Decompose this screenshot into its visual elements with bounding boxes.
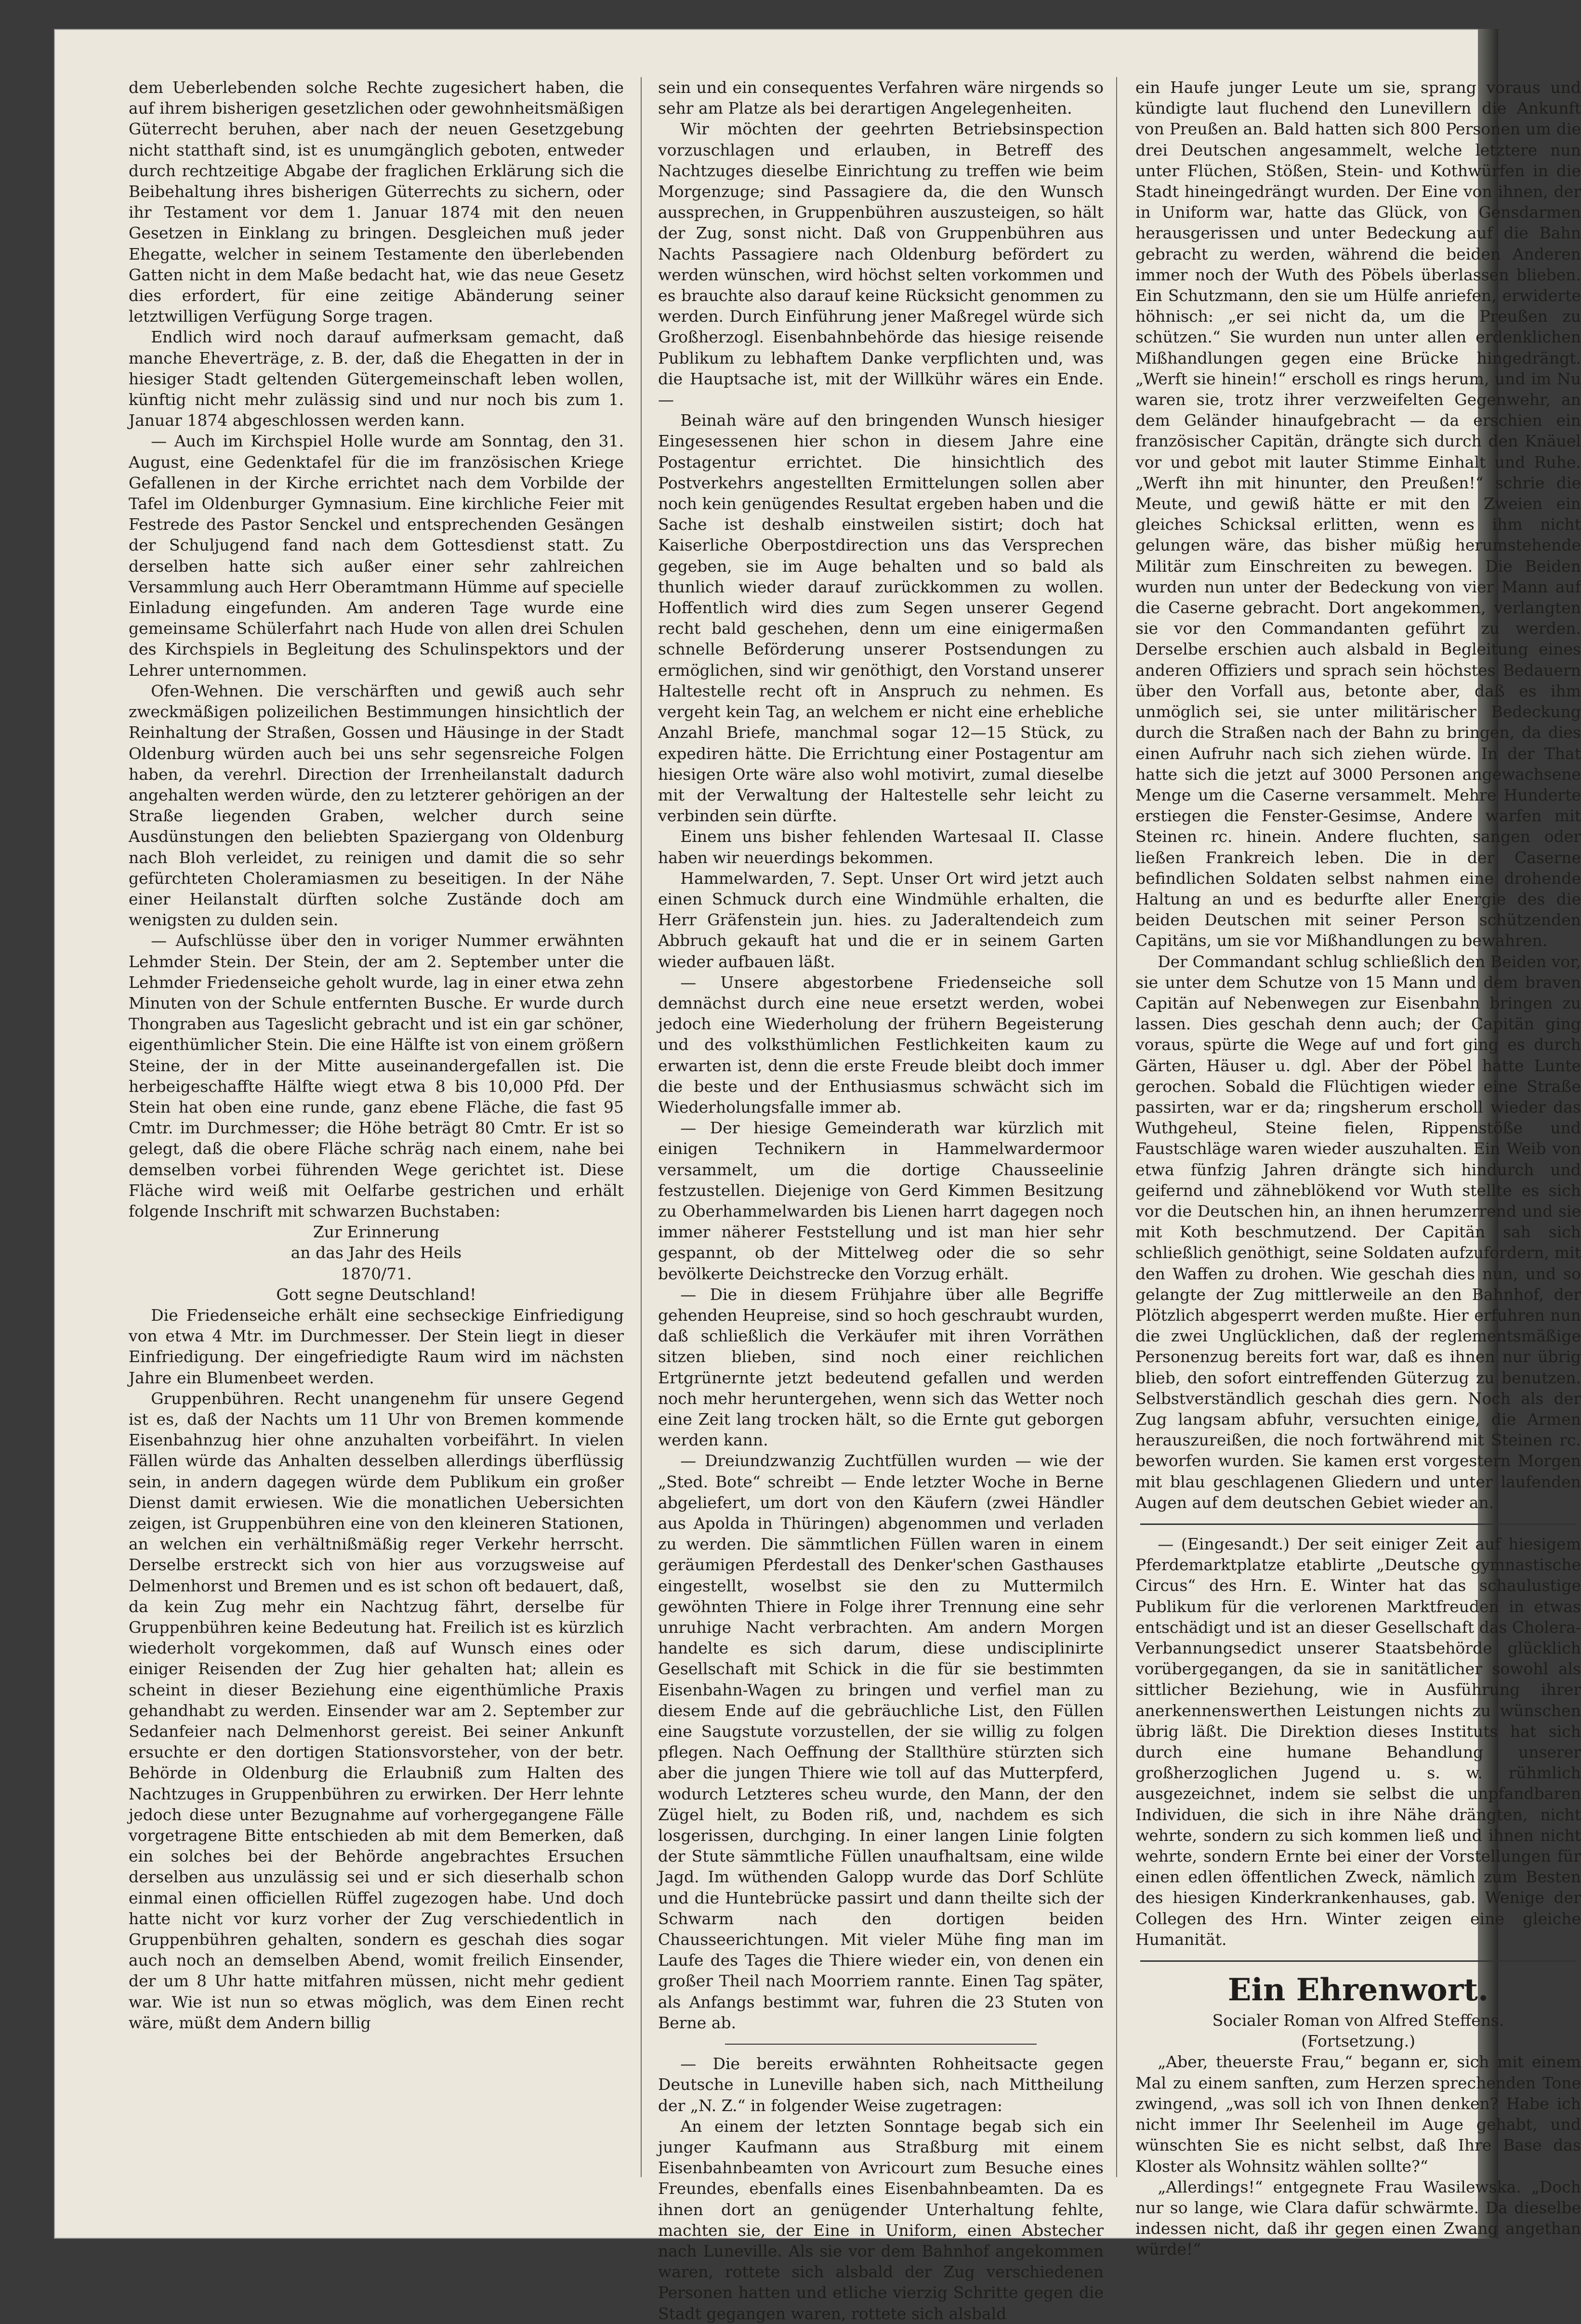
novel-paragraph: „Allerdings!“ entgegnete Frau Wasilewska. „Doch nur so lange, wie Clara dafür schwärmte. Da dieselbe indessen nicht, daß ihr gegen einen Zwang angethan würde!“ xyxy=(1135,2177,1581,2259)
section-separator xyxy=(1140,1523,1576,1525)
article-paragraph: — Unsere abgestorbene Friedenseiche soll demnächst durch eine neue ersetzt werden, wobei jedoch eine Wiederholung der frühern Begeisterung und des volksthümlichen Festlichkeiten kaum zu erwarten ist, denn die erste Freude bleibt doch immer die beste und der Enthusiasmus schwächt sich im Wiederholungsfalle immer ab. xyxy=(658,972,1104,1116)
article-paragraph: Einem uns bisher fehlenden Wartesaal II. Classe haben wir neuerdings bekommen. xyxy=(658,827,1104,867)
section-separator xyxy=(725,2044,1037,2045)
article-paragraph: Wir möchten der geehrten Betriebsinspection vorzuschlagen und erlauben, in Betreff des Nachtzuges dieselbe Einrichtung zu treffen wie beim Morgenzuge; sind Passagiere da, die den Wunsch aussprechen, in Gruppenbühren auszusteigen, so hält der Zug, sonst nicht. Daß von Gruppenbühren aus Nachts Passagiere nach Oldenburg befördert zu werden wünschen, wird höchst selten vorkommen und es brauchte also darauf keine Rücksicht genommen zu werden. Durch Einführung jener Maßregel würde sich Großherzogl. Eisenbahnbehörde das hiesige reisende Publikum zu lebhaftem Danke verpflichten und, was die Hauptsache ist, mit der Willkühr wäres ein Ende. — xyxy=(658,119,1104,409)
article-paragraph: Beinah wäre auf den bringenden Wunsch hiesiger Eingesessenen hier schon in diesem Jahre eine Postagentur errichtet. Die hinsichtlich des Postverkehrs angestellten Ermittelungen sollen aber noch kein genügendes Resultat ergeben haben und die Sache ist deshalb einstweilen sistirt; doch hat Kaiserliche Oberpostdirection uns das Versprechen gegeben, sie im Auge behalten und so bald als thunlich wieder darauf zurückkommen zu wollen. Hoffentlich wird dies zum Segen unserer Gegend recht bald geschehen, denn um eine einigermaßen schnelle Beförderung unserer Postsendungen zu ermöglichen, sind wir genöthigt, den Vorstand unserer Haltestelle recht oft in Anspruch zu nehmen. Es vergeht kein Tag, an welchem er nicht eine erhebliche Anzahl Briefe, manchmal sogar 12—15 Stück, zu expediren hätte. Die Errichtung einer Postagentur am hiesigen Orte wäre also wohl motivirt, zumal dieselbe mit der Verwaltung der Haltestelle sehr leicht zu verbinden sein dürfte. xyxy=(658,411,1104,826)
column-3 xyxy=(1135,77,1581,2260)
article-zuchtfuellen: — Dreiundzwanzig Zuchtfüllen wurden — wie der „Sted. Bote“ schreibt — Ende letzter Woche in Berne abgeliefert, um dort von den Käufern (zwei Händler aus Apolda in Thüringen) abgenommen und verladen zu werden. Die sämmtlichen Füllen waren in einem geräumigen Pferdestall des Denker'schen Gasthauses eingestellt, woselbst sie den zu Muttermilch gewöhnten Thiere in Folge ihrer Trennung eine sehr unruhige Nacht verbrachten. Am andern Morgen handelte es sich darum, diese undisciplinirte Gesellschaft mit Schick in die für sie bestimmten Eisenbahn-Wagen zu bringen und verfiel man zu diesem Ende auf die gebräuchliche List, den Füllen eine Saugstute vorzustellen, der sie willig zu folgen pflegen. Nach Oeffnung der Stallthüre stürzten sich aber die jungen Thiere wie toll auf das Mutterpferd, wodurch Letzteres scheu wurde, den Mann, der den Zügel hielt, zu Boden riß, und, nachdem es sich losgerissen, durchging. In einer langen Linie folgten der Stute sämmtliche Füllen unaufhaltsam, eine wilde Jagd. Im wüthenden Galopp wurde das Dorf Schlüte und die Huntebrücke passirt und dann theilte sich der Schwarm nach den dortigen beiden Chausseerichtungen. Mit vieler Mühe fing man im Laufe des Tages die Thiere wieder ein, von denen ein großer Theil nach Moorriem rannte. Einen Tag später, als Anfangs bestimmt war, fuhren die 23 Stuten von Berne ab. xyxy=(658,1451,1104,2032)
column-2 xyxy=(658,77,1104,2324)
article-eingesandt: — (Eingesandt.) Der seit einiger Zeit auf hiesigem Pferdemarktplatze etablirte „Deutsche gymnastische Circus“ des Hrn. E. Winter hat das schaulustige Publikum für die verlorenen Marktfreuden in etwas entschädigt und ist an dieser Gesellschaft das Cholera-Verbannungsedict unserer Staatsbehörde glücklich vorübergegangen, da sie in sanitätlicher sowohl als sittlicher Beziehung, wie in Ausführung ihrer anerkennenswerthen Leistungen nichts zu wünschen übrig läßt. Die Direktion dieses Instituts hat sich durch eine humane Behandlung unserer großherzoglichen Jugend u. s. w. rühmlich ausgezeichnet, indem sie selbst die unpfandbaren Individuen, die sich in ihre Nähe drängten, nicht wehrte, sondern zu sich kommen ließ und ihnen nicht wehrte, sondern Ernte bei einer der Vorstellungen für einen edlen öffentlichen Zweck, nämlich zum Besten des hiesigen Kinderkrankenhauses, gab. Wenige der Collegen des Hrn. Winter zeigen eine gleiche Humanität. xyxy=(1135,1535,1581,1949)
novel-subtitle: Socialer Roman von Alfred Steffens. xyxy=(1212,2011,1504,2030)
column-rule-1 xyxy=(641,77,642,2177)
inscription-line: Gott segne Deutschland! xyxy=(276,1285,476,1304)
inscription-line: Zur Erinnerung xyxy=(313,1222,440,1242)
article-paragraph: An einem der letzten Sonntage begab sich ein junger Kaufmann aus Straßburg mit einem Eisenbahnbeamten von Avricourt zum Besuche eines Freundes, ebenfalls eines Eisenbahnbeamten. Da es ihnen dort an genügender Unterhaltung fehlte, machten sie, der Eine in Uniform, einen Abstecher nach Luneville. Als sie vor dem Bahnhof angekommen waren, rottete sich alsbald der Zug verschiedenen Personen hatten und etliche vierzig Schritte gegen die Stadt gegangen waren, rottete sich alsbald xyxy=(658,2116,1104,2323)
article-paragraph: ein Haufe junger Leute um sie, sprang voraus und kündigte laut fluchend den Lunevillern die Ankunft von Preußen an. Bald hatten sich 800 Personen um die drei Deutschen angesammelt, welche letztere nun unter Flüchen, Stößen, Stein- und Kothwürfen in die Stadt hineingedrängt wurden. Der Eine von ihnen, der in Uniform war, hatte das Glück, von Gensdarmen herausgerissen und unter Bedeckung auf die Bahn gebracht zu werden, während die beiden Anderen immer noch der Wuth des Pöbels überlassen blieben. Ein Schutzmann, den sie um Hülfe anriefen, erwiderte höhnisch: „er sei nicht da, um die Preußen zu schützen.“ Sie wurden nun unter allen erdenklichen Mißhandlungen gegen eine Brücke hingedrängt. „Werft sie hinein!“ erscholl es rings herum, und im Nu waren sie, trotz ihrer verzweifelten Gegenwehr, an dem Geländer hinaufgebracht — da erschien ein französischer Capitän, drängte sich durch den Knäuel vor und gebot mit lauter Stimme Einhalt und Ruhe. „Werft ihn mit hinunter, den Preußen!“ schrie die Meute, und gewiß hätte er mit den Zweien ein gleiches Schicksal erlitten, wenn es ihm nicht gelungen wäre, das bisher müßig herumstehende Militär zum Einschreiten zu bewegen. Die Beiden wurden nun unter der Bedeckung von vier Mann auf die Caserne gebracht. Dort angekommen, verlangten sie vor den Commandanten geführt zu werden. Derselbe erschien auch alsbald in Begleitung eines anderen Offiziers und sprach sein höchstes Bedauern über den Vorfall aus, betonte aber, daß es ihm unmöglich sei, sie unter militärischer Bedeckung durch die Straßen nach der Bahn zu bringen, da dies einen Aufruhr nach sich ziehen würde. In der That hatte sich die jetzt auf 3000 Personen angewachsene Menge um die Caserne versammelt. Mehre Hunderte erstiegen die Fenster-Gesimse, Andere warfen mit Steinen rc. hinein. Andere fluchten, sangen oder ließen Frankreich leben. Die in der Caserne befindlichen Soldaten selbst nahmen eine drohende Haltung an und es bedurfte aller Energie des die beiden Deutschen mit seiner Person schützenden Capitäns, um sie vor Mißhandlungen zu bewahren. xyxy=(1135,78,1581,950)
newspaper-page xyxy=(54,29,1581,2323)
article-paragraph: Die Friedenseiche erhält eine sechseckige Einfriedigung von etwa 4 Mtr. im Durchmesser. Der Stein liegt in dieser Einfriedigung. Der eingefriedigte Raum wird im nächsten Jahre ein Blumenbeet werden. xyxy=(129,1305,624,1387)
article-paragraph: Endlich wird noch darauf aufmerksam gemacht, daß manche Eheverträge, z. B. der, daß die Ehegatten in der in hiesiger Stadt geltenden Gütergemeinschaft leben wollen, künftig nicht mehr zulässig sind und nur noch bis zum 1. Januar 1874 abgeschlossen werden kann. xyxy=(129,328,624,430)
inscription-line: an das Jahr des Heils xyxy=(290,1243,462,1262)
column-1 xyxy=(129,77,624,2033)
article-paragraph: — Der hiesige Gemeinderath war kürzlich mit einigen Technikern in Hammelwardermoor versammelt, um die dortige Chausseelinie festzustellen. Diejenige von Gerd Kimmen Besitzung zu Oberhammelwarden bis Lienen harrt dagegen noch immer näherer Feststellung und ist man hier sehr gespannt, ob der Mittelweg oder die so sehr bevölkerte Deichstrecke den Vorzug erhält. xyxy=(658,1118,1104,1283)
feuilleton-separator xyxy=(1140,1960,1576,1962)
article-holle: — Auch im Kirchspiel Holle wurde am Sonntag, den 31. August, eine Gedenktafel für die im französischen Kriege Gefallenen in der Kirche errichtet nach dem Vorbilde der Tafel im Oldenburger Gymnasium. Eine kirchliche Feier mit Festrede des Pastor Senckel und entsprechenden Gesängen der Schuljugend fand nach dem Gottesdienst statt. Zu derselben hatte sich außer einer sehr zahlreichen Versammlung auch Herr Oberamtmann Hümme auf specielle Einladung eingefunden. Am anderen Tage wurde eine gemeinsame Schülerfahrt nach Hude von allen drei Schulen des Kirchspiels in Begleitung des Schulinspektors und der Lehrer unternommen. xyxy=(129,432,624,680)
article-ofen-wehnen: Ofen-Wehnen. Die verschärften und gewiß auch sehr zweckmäßigen polizeilichen Bestimmungen hinsichtlich der Reinhaltung der Straßen, Gossen und Häusinge in der Stadt Oldenburg würden auch bei uns sehr segensreiche Folgen haben, da verehrl. Direction der Irrenheilanstalt dadurch angehalten werden würde, den zu letzterer gehörigen an der Straße liegenden Graben, welcher durch seine Ausdünstungen den beliebten Spaziergang von Oldenburg nach Bloh verleidet, zu reinigen und damit die so sehr gefürchteten Choleramiasmen zu beseitigen. In der Nähe einer Heilanstalt dürften solche Zustände doch am wenigsten zu dulden sein. xyxy=(129,681,624,930)
article-paragraph: — Die in diesem Frühjahre über alle Begriffe gehenden Heupreise, sind so hoch geschraubt wurden, daß schließlich die Verkäufer mit ihren Vorräthen sitzen blieben, sind noch einer reichlichen Ertgrünernte jetzt bedeutend gefallen und werden noch mehr heruntergehen, wenn sich das Wetter noch eine Zeit lang trocken hält, so die Ernte gut geborgen werden kann. xyxy=(658,1285,1104,1450)
article-hammelwarden: Hammelwarden, 7. Sept. Unser Ort wird jetzt auch einen Schmuck durch eine Windmühle erhalten, die Herr Gräfenstein jun. hies. zu Jaderaltendeich zum Abbruch gekauft hat und die er in seinem Garten wieder aufbauen läßt. xyxy=(658,868,1104,971)
article-paragraph: sein und ein consequentes Verfahren wäre nirgends so sehr am Platze als bei derartigen Angelegenheiten. xyxy=(658,78,1104,118)
novel-paragraph: „Aber, theuerste Frau,“ begann er, sich mit einem Mal zu einem sanften, zum Herzen sprechenden Tone zwingend, „was soll ich von Ihnen denken? Habe ich nicht immer Ihr Seelenheil im Auge gehabt, und wünschten Sie es nicht selbst, daß Ihre Base das Kloster als Wohnsitz wählen sollte?“ xyxy=(1135,2052,1581,2176)
article-paragraph: Der Commandant schlug schließlich den Beiden vor, sie unter dem Schutze von 15 Mann und dem braven Capitän auf Nebenwegen zur Eisenbahn bringen zu lassen. Dies geschah denn auch; der Capitän ging voraus, spürte die Wege auf und fort ging es durch Gärten, Häuser u. dgl. Aber der Pöbel hatte Lunte gerochen. Sobald die Flüchtigen wieder eine Straße passirten, war er da; ringsherum erscholl wieder das Wuthgeheul, Steine fielen, Rippenstöße und Faustschläge waren wieder auszuhalten. Ein Weib von etwa fünfzig Jahren drängte sich hindurch und geifernd und zähneblökend vor Wuth stellte es sich vor die Deutschen hin, an ihnen herumzerrend und sie mit Koth beschmutzend. Der Capitän sah sich schließlich genöthigt, seine Soldaten aufzufordern, mit den Waffen zu drohen. Wie geschah dies nun, und so gelangte der Zug mittlerweile an den Bahnhof, der Plötzlich abgesperrt werden mußte. Hier erfuhren nun die zwei Unglücklichen, daß der reglementsmäßige Personenzug bereits fort war, daß es ihnen nur übrig blieb, den sofort eintreffenden Güterzug zu benutzen. Selbstverständlich geschah dies gern. Noch als der Zug langsam abfuhr, versuchten einige, die Armen herauszureißen, die noch fortwährend mit Steinen rc. beworfen wurden. Sie kamen erst vorgestern Morgen mit blau geschlagenen Gliedern und unter laufenden Augen auf dem deutschen Gebiet wieder an. xyxy=(1135,952,1581,1512)
novel-title: Ein Ehrenwort. xyxy=(1227,1972,1489,2009)
novel-continuation: (Fortsetzung.) xyxy=(1301,2032,1415,2051)
article-lehmder-stein: — Aufschlüsse über den in voriger Nummer erwähnten Lehmder Stein. Der Stein, der am 2. September unter die Lehmder Friedenseiche geholt wurde, lag in einer etwa zehn Minuten von der Schule entfernten Busche. Er wurde durch Thongraben aus Tageslicht gebracht und ist ein gar schöner, eigenthümlicher Stein. Die eine Hälfte ist von einem größern Steine, der in der Mitte auseinandergefallen ist. Die herbeigeschaffte Hälfte wiegt etwa 8 bis 10,000 Pfd. Der Stein hat oben eine runde, ganz ebene Fläche, die fast 95 Cmtr. im Durchmesser; die Höhe beträgt 80 Cmtr. Er ist so gelegt, daß die obere Fläche schräg nach einem, nahe bei demselben vorbei führenden Wege gerichtet ist. Diese Fläche wird weiß mit Oelfarbe gestrichen und erhält folgende Inschrift mit schwarzen Buchstaben: xyxy=(129,931,624,1221)
article-paragraph: dem Ueberlebenden solche Rechte zugesichert haben, die auf ihrem bisherigen gesetzlichen oder gewohnheitsmäßigen Güterrecht beruhen, aber nach der neuen Gesetzgebung nicht statthaft sind, ist es unumgänglich geboten, entweder durch rechtzeitige Abgabe der fraglichen Erklärung sich die Beibehaltung ihres bisherigen Güterrechts zu sichern, oder ihr Testament vor dem 1. Januar 1874 mit den neuen Gesetzen in Einklang zu bringen. Desgleichen muß jeder Ehegatte, welcher in seinem Testamente den überlebenden Gatten nicht in dem Maße bedacht hat, wie das neue Gesetz dies erfordert, für eine zeitige Abänderung seiner letztwilligen Verfügung Sorge tragen. xyxy=(129,78,624,326)
column-rule-2 xyxy=(1116,77,1117,2177)
article-rohheitsacte: — Die bereits erwähnten Rohheitsacte gegen Deutsche in Luneville haben sich, nach Mittheilung der „N. Z.“ in folgender Weise zugetragen: xyxy=(658,2054,1104,2115)
inscription-line: 1870/71. xyxy=(341,1264,412,1283)
article-gruppenbuehren: Gruppenbühren. Recht unangenehm für unsere Gegend ist es, daß der Nachts um 11 Uhr von Bremen kommende Eisenbahnzug hier ohne anzuhalten vorbeifährt. In vielen Fällen würde das Anhalten desselben allerdings überflüssig sein, in andern dagegen würde dem Publikum ein großer Dienst damit erwiesen. Wie die monatlichen Uebersichten zeigen, ist Gruppenbühren eine von den kleineren Stationen, an welchen ein verhältnißmäßig reger Verkehr herrscht. Derselbe erstreckt sich von hier aus vorzugsweise auf Delmenhorst und Bremen und es ist schon oft bedauert, daß, da kein Zug mehr ein Nachtzug fährt, derselbe für Gruppenbühren keine Bedeutung hat. Freilich ist es kürzlich wiederholt vorgekommen, daß auf Wunsch eines oder einiger Reisenden der Zug hier gehalten hat; allein es scheint in dieser Beziehung eine eigenthümliche Praxis gehandhabt zu werden. Einsender war am 2. September zur Sedanfeier nach Delmenhorst gereist. Bei seiner Ankunft ersuchte er den dortigen Stationsvorsteher, von der betr. Behörde in Oldenburg die Erlaubniß zum Halten des Nachtzuges in Gruppenbühren zu erwirken. Der Herr lehnte jedoch diese unter Bezugnahme auf vorhergegangene Fälle vorgetragene Bitte entschieden ab mit dem Bemerken, daß ein solches bei der Behörde angebrachtes Ersuchen derselben aus unzulässig sei und er sich dieserhalb schon einmal einen officiellen Rüffel zugezogen habe. Und doch hatte nicht vor kurz vorher der Zug verschiedentlich in Gruppenbühren gehalten, sondern es geschah dies sogar auch noch an demselben Abend, womit freilich Einsender, der um 8 Uhr hatte mitfahren müssen, nicht mehr gedient war. Wie ist nun so etwas möglich, was dem Einen recht wäre, müßt dem Andern billig xyxy=(129,1389,624,2032)
